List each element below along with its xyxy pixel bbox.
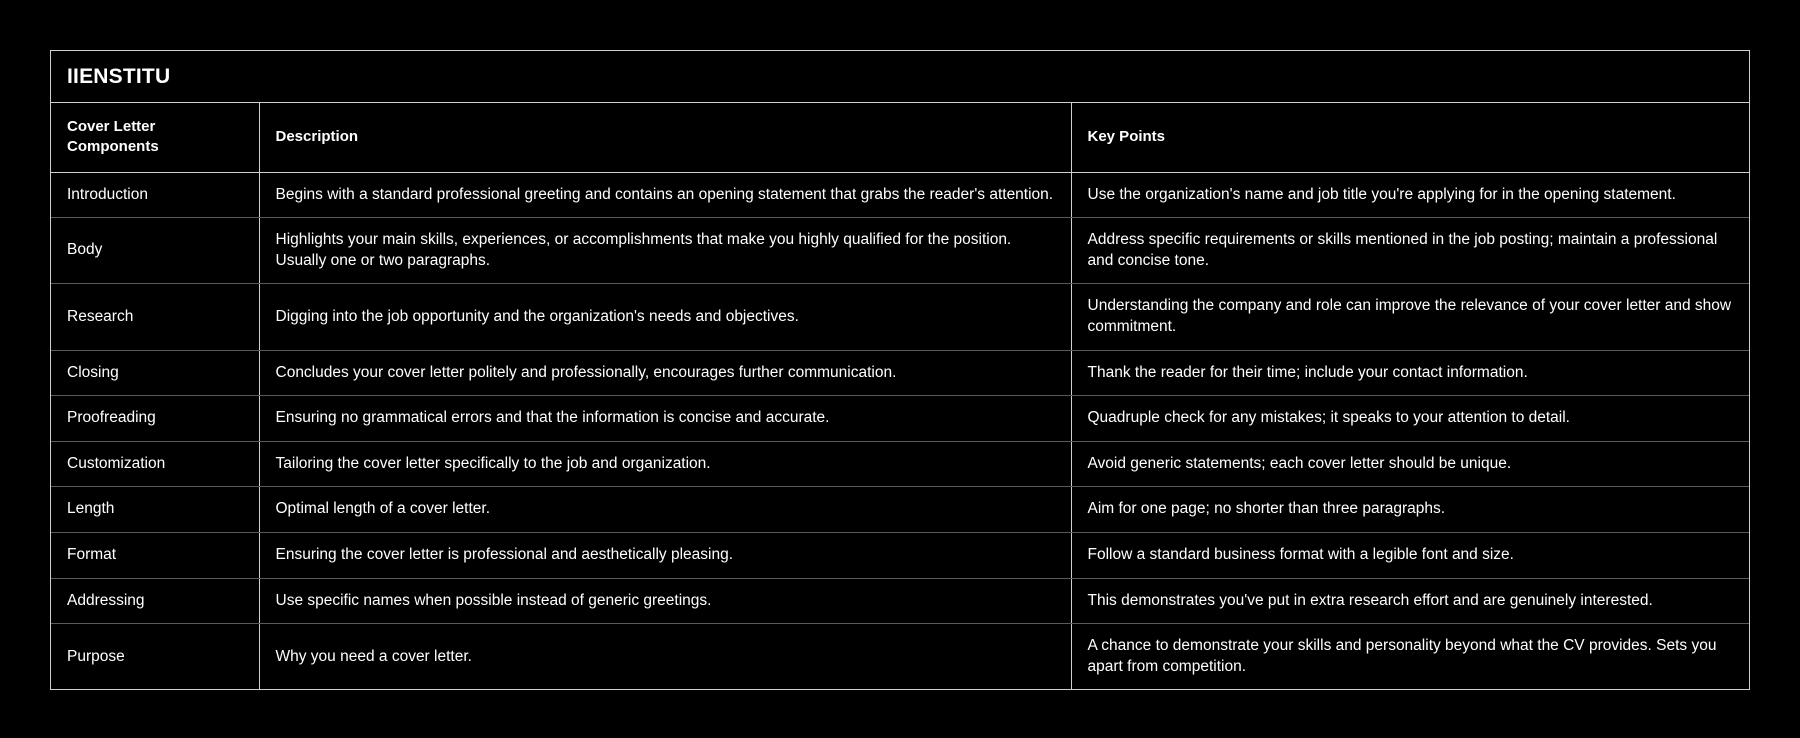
cell-key-points: This demonstrates you've put in extra research effort and are genuinely interested. bbox=[1071, 578, 1749, 624]
cell-component: Proofreading bbox=[51, 396, 259, 442]
cell-component: Customization bbox=[51, 441, 259, 487]
table-row bbox=[51, 532, 1749, 578]
cell-description: Ensuring the cover letter is professional and aesthetically pleasing. bbox=[259, 532, 1071, 578]
cell-key-points: Quadruple check for any mistakes; it speaks to your attention to detail. bbox=[1071, 396, 1749, 442]
table-header bbox=[51, 103, 1749, 172]
cover-letter-components-table bbox=[51, 103, 1749, 689]
cell-key-points: Use the organization's name and job title you're applying for in the opening statement. bbox=[1071, 172, 1749, 218]
table-body bbox=[51, 172, 1749, 689]
table-row bbox=[51, 350, 1749, 396]
cell-description: Use specific names when possible instead of generic greetings. bbox=[259, 578, 1071, 624]
brand-header bbox=[51, 51, 1749, 103]
cell-description: Ensuring no grammatical errors and that the information is concise and accurate. bbox=[259, 396, 1071, 442]
table-row bbox=[51, 284, 1749, 350]
cell-key-points: Avoid generic statements; each cover letter should be unique. bbox=[1071, 441, 1749, 487]
cell-description: Concludes your cover letter politely and professionally, encourages further communication. bbox=[259, 350, 1071, 396]
table-row bbox=[51, 624, 1749, 690]
table-row bbox=[51, 218, 1749, 284]
cell-component: Body bbox=[51, 218, 259, 284]
cell-component: Purpose bbox=[51, 624, 259, 690]
table-row bbox=[51, 172, 1749, 218]
table-row bbox=[51, 441, 1749, 487]
cell-key-points: Address specific requirements or skills mentioned in the job posting; maintain a professional and concise tone. bbox=[1071, 218, 1749, 284]
cell-component: Introduction bbox=[51, 172, 259, 218]
cell-key-points: Aim for one page; no shorter than three paragraphs. bbox=[1071, 487, 1749, 533]
cell-key-points: Thank the reader for their time; include your contact information. bbox=[1071, 350, 1749, 396]
column-header-key-points: Key Points bbox=[1071, 103, 1749, 172]
cell-description: Why you need a cover letter. bbox=[259, 624, 1071, 690]
table-row bbox=[51, 578, 1749, 624]
cell-key-points: Understanding the company and role can improve the relevance of your cover letter and show commitment. bbox=[1071, 284, 1749, 350]
brand-title: IIENSTITU bbox=[67, 64, 171, 88]
cell-key-points: A chance to demonstrate your skills and personality beyond what the CV provides. Sets you apart from competition. bbox=[1087, 637, 1717, 675]
column-header-description: Description bbox=[259, 103, 1071, 172]
cover-letter-table-card bbox=[50, 50, 1750, 690]
cell-key-points: Follow a standard business format with a legible font and size. bbox=[1071, 532, 1749, 578]
cell-description: Digging into the job opportunity and the organization's needs and objectives. bbox=[259, 284, 1071, 350]
cell-description: Begins with a standard professional greeting and contains an opening statement that grabs the reader's attention. bbox=[259, 172, 1071, 218]
cell-description: Optimal length of a cover letter. bbox=[259, 487, 1071, 533]
cell-description: Tailoring the cover letter specifically to the job and organization. bbox=[259, 441, 1071, 487]
cell-description: Highlights your main skills, experiences, or accomplishments that make you highly qualified for the position. Usually one or two paragraphs. bbox=[259, 218, 1071, 284]
column-header-components: Cover Letter Components bbox=[51, 103, 259, 172]
table-row bbox=[51, 487, 1749, 533]
cell-component: Addressing bbox=[51, 578, 259, 624]
cell-component: Research bbox=[51, 284, 259, 350]
cell-component: Length bbox=[51, 487, 259, 533]
cell-component: Format bbox=[51, 532, 259, 578]
cell-component: Closing bbox=[51, 350, 259, 396]
table-row bbox=[51, 396, 1749, 442]
table-header-row bbox=[51, 103, 1749, 172]
